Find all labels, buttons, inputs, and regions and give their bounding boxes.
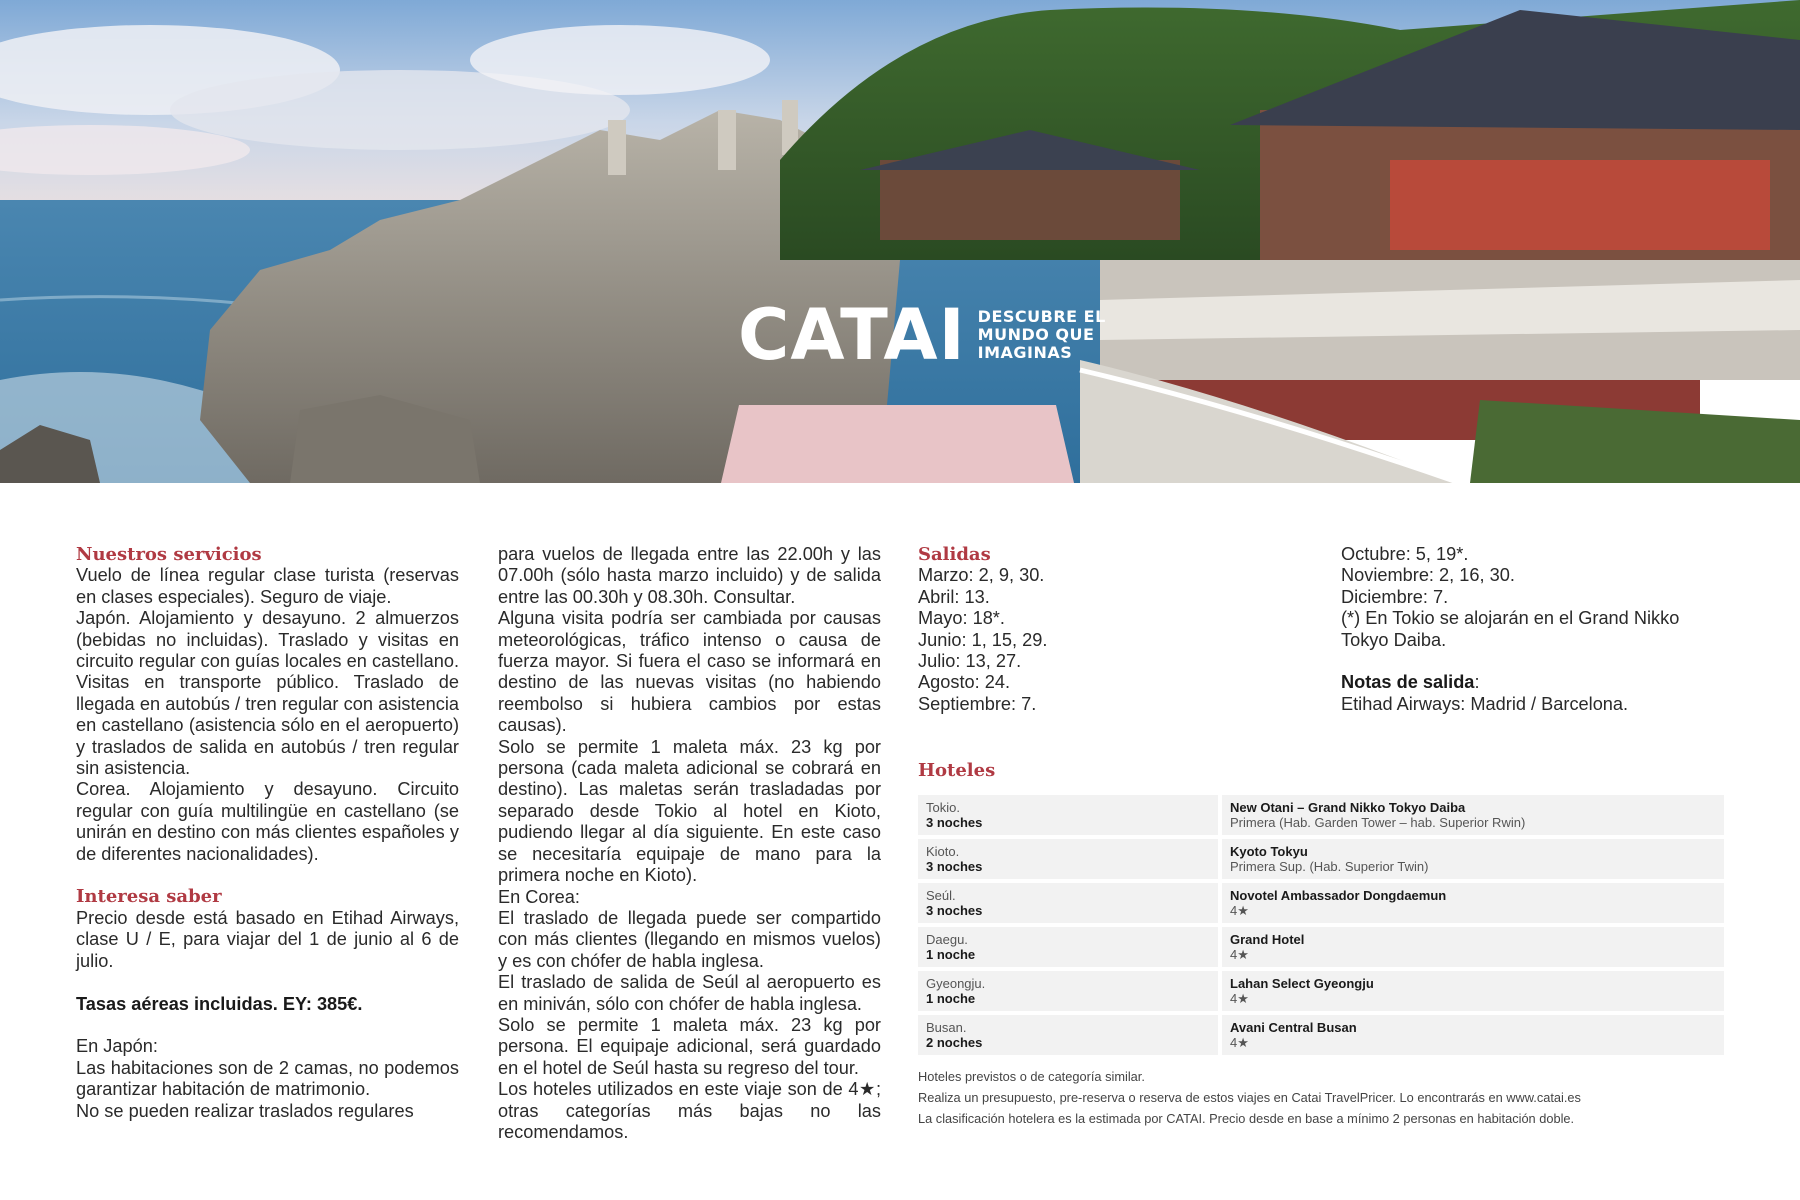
column-salidas [918,544,1318,715]
japon-title: En Japón: [76,1036,158,1057]
city-name: Gyeongju. [926,976,986,991]
corea-title: En Corea: [498,886,580,907]
column-salidas-cont [1341,544,1726,715]
table-row [918,927,1724,967]
hotel-cell [1222,795,1724,835]
section-title-hoteles: Hoteles [918,760,996,781]
logo-tagline [978,308,1106,362]
city-name: Busan. [926,1020,967,1035]
city-nights: 3 noches [926,859,983,874]
departure-month: Octubre: 5, 19*. [1341,544,1469,564]
city-name: Seúl. [926,888,956,903]
hotel-name: Avani Central Busan [1230,1020,1357,1035]
city-nights: 1 noche [926,947,976,962]
logo-wordmark: CATAI [738,294,966,376]
departure-month: Noviembre: 2, 16, 30. [1341,565,1515,586]
hotel-name: Kyoto Tokyu [1230,844,1308,859]
hotel-name: Novotel Ambassador Dongdaemun [1230,888,1447,903]
conditions-paragraph: Solo se permite 1 maleta máx. 23 kg por persona (cada maleta adicional se cobrará en destino). Las maletas serán trasladadas por separado desde Tokio al hotel en Kioto, pudiendo llegar al día siguiente. En este caso se necesitaría equipaje de mano para la primera noche en Kioto). [498,736,881,886]
servicios-paragraph: Japón. Alojamiento y desayuno. 2 almuerzos (bebidas no incluidas). Traslado y visitas en circuito regular con guías locales en castellano. Visitas en transporte público. Traslado de llegada en autobús / tren regular con asistencia en castellano (asistencia sólo en el aeropuerto) y traslados de salida en autobús / tren regular sin asistencia. [76,608,459,779]
hotel-category: 4★ [1230,991,1249,1006]
hotel-name: Grand Hotel [1230,932,1305,947]
tagline-line-1: DESCUBRE EL [977,307,1106,326]
table-row [918,795,1724,835]
interesa-paragraph: Precio desde está basado en Etihad Airways, clase U / E, para viajar del 1 de junio al 6 de julio. [76,907,459,971]
section-title-salidas: Salidas [918,544,991,565]
table-row [918,883,1724,923]
hotel-category: 4★ [1230,1035,1249,1050]
corea-paragraph: Los hoteles utilizados en este viaje son de 4★; otras categorías más bajas no las recomendamos. [498,1079,881,1142]
japon-paragraph: No se pueden realizar traslados regulares [76,1100,414,1121]
departure-month: Marzo: 2, 9, 30. [918,565,1045,586]
city-name: Tokio. [926,800,960,815]
city-nights: 2 noches [926,1035,983,1050]
hotels-table [918,795,1724,1059]
city-name: Daegu. [926,932,968,947]
hero-photo [0,0,1800,483]
temple-coast-illustration [0,0,1800,483]
hotel-notes [918,1066,1738,1129]
column-conditions [498,544,881,1143]
corea-paragraph: El traslado de salida de Seúl al aeropuerto es en miniván, sólo con chófer de habla inglesa. [498,972,881,1014]
departure-month: Julio: 13, 27. [918,651,1022,672]
departure-month: Mayo: 18*. [918,608,1005,629]
hotel-category: Primera (Hab. Garden Tower – hab. Superior Rwin) [1230,815,1526,830]
note-line: Realiza un presupuesto, pre-reserva o reserva de estos viajes en Catai TravelPricer. Lo encontrarás en www.catai.es [918,1090,1581,1105]
city-nights: 3 noches [926,903,983,918]
section-title-interesa: Interesa saber [76,886,222,908]
pink-panel [721,405,1074,483]
servicios-paragraph: Vuelo de línea regular clase turista (reservas en clases especiales). Seguro de viaje. [76,565,459,607]
japon-paragraph: Las habitaciones son de 2 camas, no podemos garantizar habitación de matrimonio. [76,1057,459,1100]
hotel-cell [1222,927,1724,967]
note-line: Hoteles previstos o de categoría similar. [918,1069,1145,1084]
tagline-line-3: IMAGINAS [977,343,1073,362]
section-title-servicios: Nuestros servicios [76,544,262,565]
departure-month: Septiembre: 7. [918,693,1037,714]
city-name: Kioto. [926,844,960,859]
conditions-paragraph: para vuelos de llegada entre las 22.00h y las 07.00h (sólo hasta marzo incluido) y de salida entre las 00.30h y 08.30h. Consultar. [498,544,881,607]
table-row [918,971,1724,1011]
city-cell [918,971,1218,1011]
corea-paragraph: El traslado de llegada puede ser compartido con más clientes (llegando en mismos vuelos) y es con chófer de habla inglesa. [498,907,881,971]
hotel-name: Lahan Select Gyeongju [1230,976,1374,991]
city-nights: 1 noche [926,991,976,1006]
notas-heading: Notas de salida: [1341,672,1480,693]
city-cell [918,883,1218,923]
hotel-cell [1222,839,1724,879]
hotel-name: New Otani – Grand Nikko Tokyo Daiba [1230,800,1466,815]
city-cell [918,795,1218,835]
hotel-category: 4★ [1230,947,1249,962]
conditions-paragraph: Alguna visita podría ser cambiada por causas meteorológicas, tráfico intenso o causa de fuerza mayor. Si fuera el caso se informará en destino de las nuevas visitas (no habiendo reembolso si hubiera cambios por estas causas). [498,608,881,736]
departure-month: Agosto: 24. [918,672,1011,693]
note-line: La clasificación hotelera es la estimada por CATAI. Precio desde en base a mínimo 2 personas en habitación doble. [918,1111,1575,1126]
departure-month: Diciembre: 7. [1341,586,1449,607]
notas-text: Etihad Airways: Madrid / Barcelona. [1341,693,1629,714]
hotel-category: 4★ [1230,903,1249,918]
hotel-cell [1222,883,1724,923]
corea-paragraph: Solo se permite 1 maleta máx. 23 kg por persona. El equipaje adicional, será guardado en el hotel de Seúl hasta su regreso del tour. [498,1014,881,1078]
hotel-cell [1222,971,1724,1011]
column-services [76,544,459,1122]
city-cell [918,839,1218,879]
tagline-line-2: MUNDO QUE [977,325,1095,344]
catai-logo [738,294,1106,376]
servicios-paragraph: Corea. Alojamiento y desayuno. Circuito regular con guía multilingüe en castellano (se unirán en destino con más clientes españoles y de diferentes nacionalidades). [76,779,459,864]
departure-footnote: (*) En Tokio se alojarán en el Grand Nikko Tokyo Daiba. [1341,608,1680,650]
city-nights: 3 noches [926,815,983,830]
departure-month: Abril: 13. [918,586,990,607]
hotel-category: Primera Sup. (Hab. Superior Twin) [1230,859,1429,874]
tasas-line: Tasas aéreas incluidas. EY: 385€. [76,993,363,1014]
departure-month: Junio: 1, 15, 29. [918,629,1048,650]
table-row [918,839,1724,879]
city-cell [918,927,1218,967]
hotel-cell [1222,1015,1724,1055]
notas-title: Notas de salida [1341,672,1475,693]
city-cell [918,1015,1218,1055]
table-row [918,1015,1724,1055]
